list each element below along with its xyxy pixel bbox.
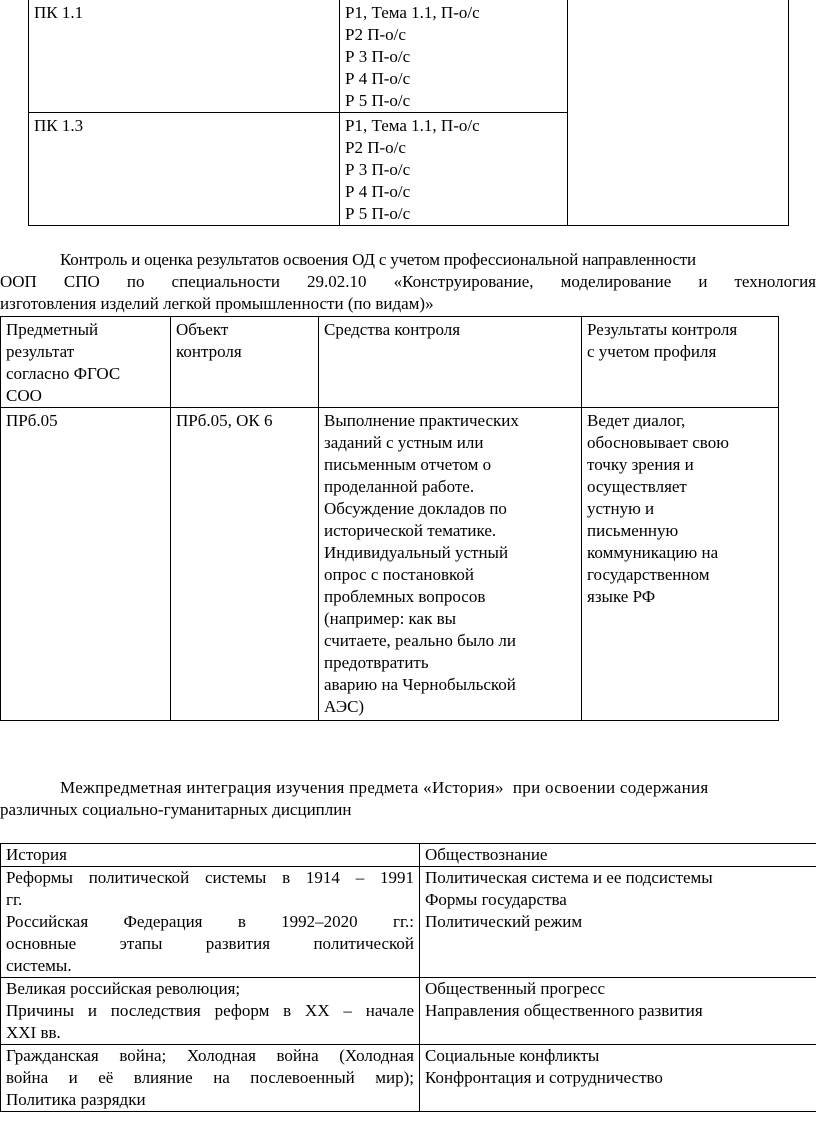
history-cell: Реформы политической системы в 1914 – 1991 гг. Российская Федерация в 1992–2020 гг.: основные этапы развития политической системы. <box>1 867 420 978</box>
competencies-table <box>28 0 789 226</box>
topic-line: Р2 П-о/с <box>345 25 406 44</box>
table-row <box>1 408 779 721</box>
history-cell: Гражданская война; Холодная война (Холодная война и её влияние на послевоенный мир); Политика разрядки <box>1 1045 420 1112</box>
table-row <box>29 0 789 113</box>
table-header-row <box>1 844 816 867</box>
topic-line: Р 3 П-о/с <box>345 47 411 66</box>
topic-line: Р 4 П-о/с <box>345 182 411 201</box>
social-studies-cell: Общественный прогресс Направления общественного развития <box>420 978 816 1045</box>
subject-result-cell: ПРб.05 <box>1 408 171 721</box>
control-assessment-paragraph <box>0 249 816 315</box>
table-header-row <box>1 317 779 408</box>
topic-line: Р 5 П-о/с <box>345 204 411 223</box>
paragraph-line: Контроль и оценка результатов освоения ОД с учетом профессиональной направленности <box>60 250 696 269</box>
competency-code-cell <box>29 113 340 226</box>
topic-line: Р 5 П-о/с <box>345 91 411 110</box>
header-control-object: Объект контроля <box>171 317 319 408</box>
social-studies-cell: Политическая система и ее подсистемы Формы государства Политический режим <box>420 867 816 978</box>
paragraph-line: Межпредметная интеграция изучения предмета «История» при освоении содержания <box>60 778 709 797</box>
header-history: История <box>1 844 420 867</box>
profile-results-cell: Ведет диалог, обосновывает свою точку зрения и осуществляет устную и письменную коммуникацию на государственном языке РФ <box>582 408 779 721</box>
topic-line: Р1, Тема 1.1, П-о/с <box>345 116 480 135</box>
integration-table <box>0 843 816 1112</box>
empty-cell <box>568 0 789 226</box>
control-object-cell: ПРб.05, ОК 6 <box>171 408 319 721</box>
topics-cell <box>340 0 568 113</box>
topics-cell <box>340 113 568 226</box>
header-control-means: Средства контроля <box>319 317 582 408</box>
integration-paragraph <box>0 777 816 821</box>
header-profile-results: Результаты контроля с учетом профиля <box>582 317 779 408</box>
topic-line: Р 3 П-о/с <box>345 160 411 179</box>
table-row <box>1 867 816 978</box>
table-row <box>1 1045 816 1112</box>
social-studies-cell: Социальные конфликты Конфронтация и сотрудничество <box>420 1045 816 1112</box>
paragraph-line: различных социально-гуманитарных дисциплин <box>0 800 352 819</box>
table-row <box>1 978 816 1045</box>
header-subject-result: Предметный результат согласно ФГОС СОО <box>1 317 171 408</box>
topic-line: Р2 П-о/с <box>345 138 406 157</box>
competency-code-cell <box>29 0 340 113</box>
topic-line: Р 4 П-о/с <box>345 69 411 88</box>
competency-code: ПК 1.1 <box>34 3 84 22</box>
history-cell: Великая российская революция; Причины и последствия реформ в XX – начале XXI вв. <box>1 978 420 1045</box>
paragraph-line: ООП СПО по специальности 29.02.10 «Конструирование, моделирование и технология <box>0 272 816 291</box>
header-social-studies: Обществознание <box>420 844 816 867</box>
topic-line: Р1, Тема 1.1, П-о/с <box>345 3 480 22</box>
control-means-cell: Выполнение практических заданий с устным или письменным отчетом о проделанной работе. Обсуждение докладов по исторической тематике. Индивидуальный устный опрос с постановкой проблемных вопросов (например: как вы считаете, реально было ли предотвратить аварию на Чернобыльской АЭС) <box>319 408 582 721</box>
paragraph-line: изготовления изделий легкой промышленности (по видам)» <box>0 294 434 313</box>
competency-code: ПК 1.3 <box>34 116 84 135</box>
assessment-table <box>0 316 779 721</box>
